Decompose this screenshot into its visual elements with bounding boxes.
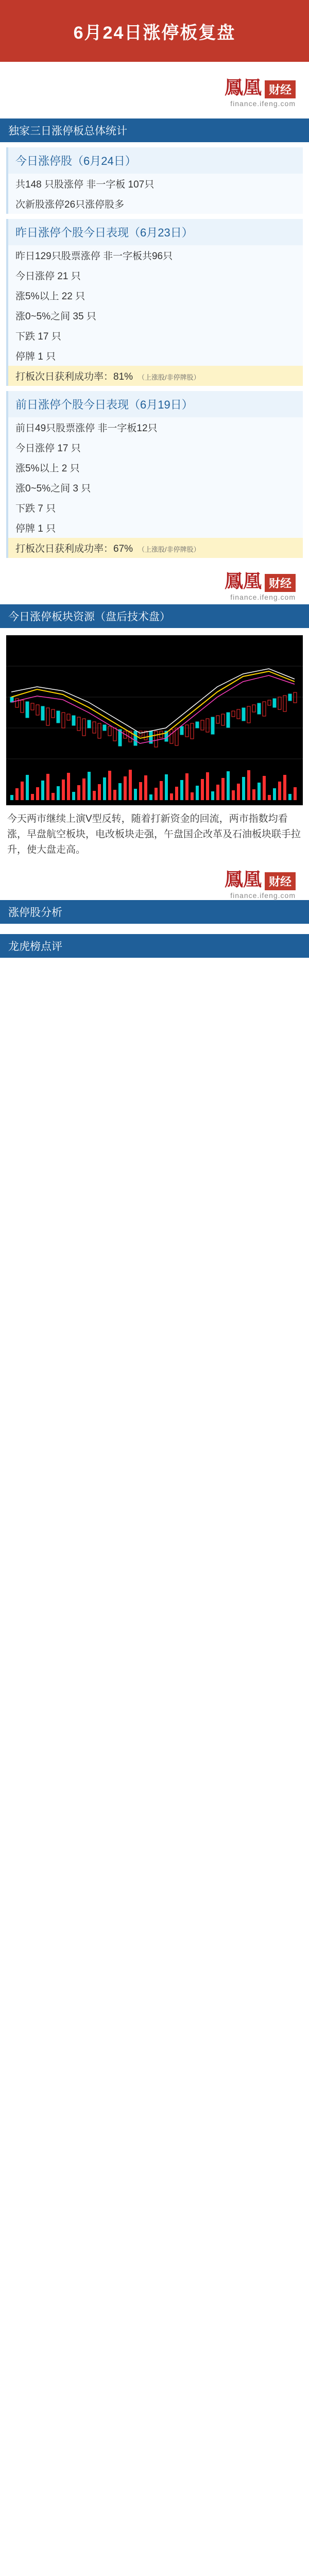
- volume-bar: [41, 781, 44, 800]
- volume-bar: [216, 785, 219, 800]
- volume-bar: [31, 794, 34, 800]
- volume-bar: [268, 795, 271, 800]
- brand-strip-2: [0, 563, 309, 604]
- volume-bar: [191, 792, 194, 800]
- volume-bar: [263, 776, 266, 800]
- candle: [57, 711, 60, 723]
- volume-bar: [170, 793, 173, 800]
- market-index-chart: [6, 635, 303, 805]
- prev1-line-2: 今日涨停 21 只: [15, 271, 81, 282]
- logo-text-3: 鳳凰 财经: [225, 865, 296, 891]
- volume-bar: [211, 791, 214, 800]
- logo-text: 鳳凰 财经: [225, 73, 296, 99]
- volume-bar: [10, 795, 13, 800]
- volume-bar: [175, 787, 178, 800]
- volume-bar: [88, 772, 91, 800]
- section-header-stats: 独家三日涨停板总体统计: [0, 118, 309, 142]
- volume-bar: [154, 788, 158, 800]
- volume-bar: [206, 772, 209, 800]
- today-stats-heading: 今日涨停股（6月24日）: [8, 147, 303, 174]
- volume-bar: [185, 773, 188, 800]
- market-commentary: 今天两市继续上演V型反转，随着打新资金的回流，两市指数均看涨，早盘航空板块，电改板块走强，午盘国企改革及石油板块联手拉升，使大盘走高。: [7, 814, 301, 855]
- brand-url-3: finance.ifeng.com: [230, 891, 296, 900]
- section-header-market: 今日涨停板块资源（盘后技术盘）: [0, 604, 309, 628]
- prev2-success-rate: 打板次日获利成功率：67% （上涨股/非停牌股）: [8, 538, 303, 558]
- volume-bar: [196, 786, 199, 800]
- prev1-stats: [6, 219, 303, 386]
- section-header-dragon: 龙虎榜点评: [0, 934, 309, 958]
- volume-bar: [98, 784, 101, 800]
- candle: [180, 726, 183, 735]
- volume-bar: [62, 779, 65, 800]
- brand-logo[interactable]: [225, 73, 296, 108]
- today-stats: [6, 147, 303, 214]
- volume-bar: [129, 770, 132, 800]
- volume-bar: [273, 788, 276, 800]
- title-banner: [0, 0, 309, 62]
- brand-url: finance.ifeng.com: [230, 99, 296, 108]
- candle: [258, 703, 261, 714]
- volume-bar: [283, 775, 286, 800]
- candle: [242, 708, 245, 721]
- volume-bar: [21, 782, 24, 800]
- section-header-analysis: 涨停股分析: [0, 900, 309, 924]
- candle: [103, 725, 106, 731]
- volume-bar: [108, 771, 111, 800]
- volume-bar: [46, 774, 49, 800]
- volume-bar: [144, 775, 147, 800]
- prev1-stats-heading: 昨日涨停个股今日表现（6月23日）: [8, 219, 303, 245]
- volume-bar: [52, 793, 55, 800]
- volume-bar: [77, 785, 80, 800]
- candle: [273, 699, 276, 707]
- candle: [88, 720, 91, 728]
- candle: [227, 713, 230, 727]
- prev2-stats: [6, 391, 303, 558]
- prev2-line-2: 今日涨停 17 只: [15, 443, 81, 454]
- volume-bar: [26, 775, 29, 800]
- volume-bar: [227, 771, 230, 800]
- brand-logo-2[interactable]: [225, 567, 296, 601]
- prev1-success-rate: 打板次日获利成功率：81% （上涨股/非停牌股）: [8, 366, 303, 386]
- logo-text-2: 鳳凰 财经: [225, 567, 296, 593]
- prev1-line-4: 涨0~5%之间 35 只: [15, 311, 96, 322]
- volume-bar: [72, 792, 75, 800]
- volume-bar: [103, 777, 106, 800]
- brand-strip: [0, 62, 309, 118]
- prev2-stats-heading: 前日涨停个股今日表现（6月19日）: [8, 391, 303, 417]
- volume-bar: [124, 776, 127, 800]
- volume-bar: [221, 778, 225, 800]
- prev1-line-3: 涨5%以上 22 只: [15, 291, 85, 302]
- prev2-line-5: 下跌 7 只: [15, 503, 56, 514]
- prev2-line-1: 前日49只股票涨停 非一字板12只: [15, 423, 158, 434]
- volume-bar: [247, 770, 250, 800]
- volume-bar: [15, 788, 19, 800]
- candle: [211, 717, 214, 734]
- volume-bar: [180, 780, 183, 800]
- candle: [26, 702, 29, 718]
- volume-bar: [82, 778, 85, 800]
- prev1-line-6: 停牌 1 只: [15, 351, 56, 362]
- candle: [288, 694, 291, 701]
- volume-bar: [118, 783, 122, 800]
- volume-bar: [57, 786, 60, 800]
- prev2-line-4: 涨0~5%之间 3 只: [15, 483, 91, 494]
- volume-bar: [201, 779, 204, 800]
- volume-bar: [288, 794, 291, 800]
- volume-bar: [165, 774, 168, 800]
- market-chart-svg: [6, 635, 303, 805]
- candle: [72, 716, 75, 725]
- volume-bar: [242, 777, 245, 800]
- brand-url-2: finance.ifeng.com: [230, 592, 296, 601]
- candle: [41, 706, 44, 720]
- volume-bar: [134, 789, 137, 800]
- candle: [196, 722, 199, 728]
- volume-bar: [232, 790, 235, 800]
- brand-strip-3: [0, 864, 309, 900]
- volume-bar: [294, 787, 297, 800]
- volume-bar: [278, 782, 281, 800]
- today-line-2: 次新股涨停26只涨停股多: [15, 199, 125, 210]
- volume-bar: [258, 783, 261, 800]
- volume-bar: [93, 791, 96, 800]
- volume-bar: [67, 773, 70, 800]
- today-line-1: 共148 只股涨停 非一字板 107只: [15, 179, 154, 190]
- prev2-line-6: 停牌 1 只: [15, 523, 56, 534]
- volume-bar: [139, 782, 142, 800]
- candle: [134, 731, 137, 745]
- prev2-line-3: 涨5%以上 2 只: [15, 463, 80, 474]
- page-title: 6月24日涨停板复盘: [73, 23, 236, 43]
- volume-bar: [113, 790, 116, 800]
- volume-bar: [36, 787, 39, 800]
- volume-bar: [149, 794, 152, 800]
- prev1-line-1: 昨日129只股票涨停 非一字板共96只: [15, 251, 173, 262]
- prev1-line-5: 下跌 17 只: [15, 331, 61, 342]
- volume-bar: [237, 784, 240, 800]
- brand-logo-3[interactable]: [225, 865, 296, 900]
- volume-bar: [160, 781, 163, 800]
- volume-bar: [252, 789, 255, 800]
